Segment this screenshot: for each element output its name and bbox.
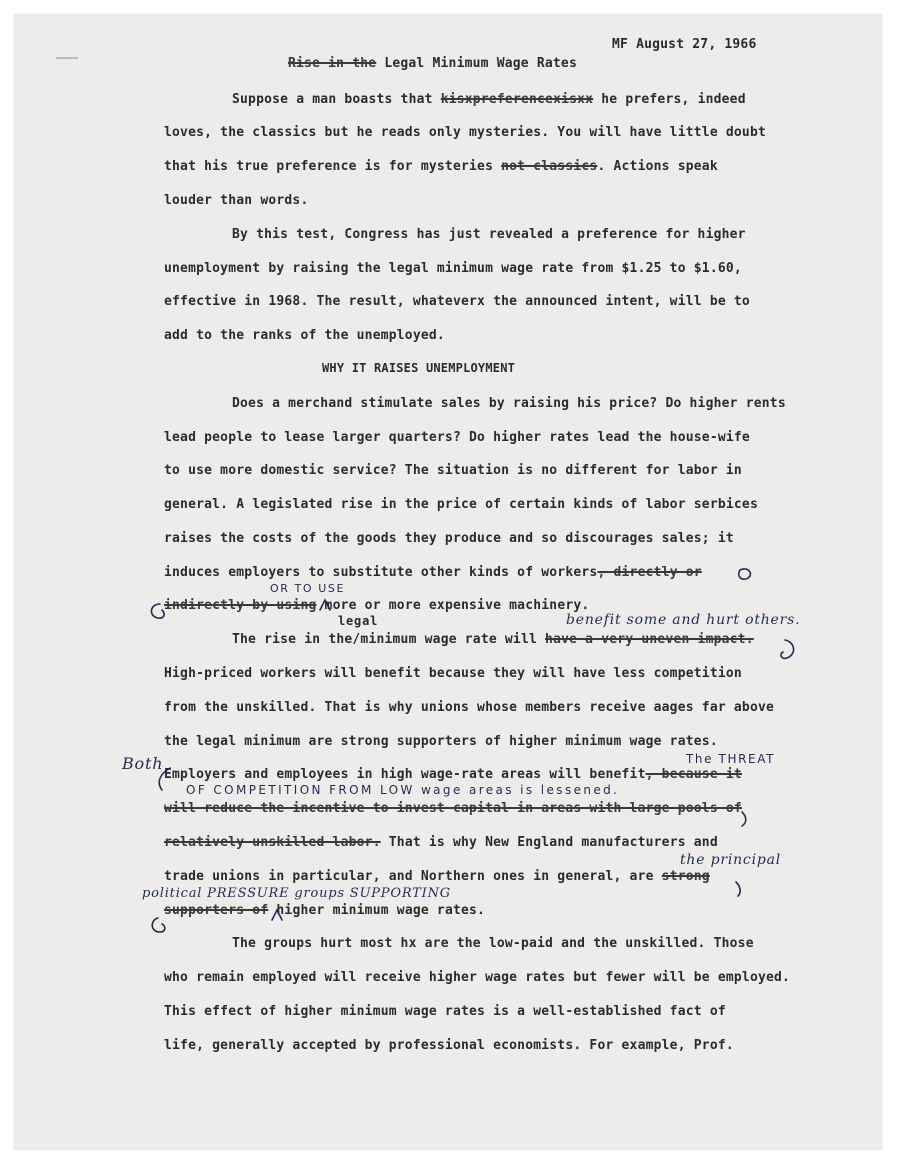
p4-line6-struck: will reduce the incentive to invest capital in areas with large pools of	[164, 801, 742, 816]
p1-line1-struck: kisxpreferencexisxx	[440, 92, 594, 107]
loop-mark	[151, 604, 164, 618]
p4-line5-a: Employers and employees in high wage-rate areas will benefit	[164, 767, 646, 782]
loop-mark	[739, 569, 751, 579]
annotation-or-to-use: OR TO USE	[270, 582, 346, 595]
p4-line1-struck: have a very uneven impact.	[545, 632, 754, 647]
p2-line2: unemployment by raising the legal minimum wage rate from $1.25 to $1.60,	[164, 261, 742, 276]
annotation-competition: OF COMPETITION FROM LOW wage areas is lessened.	[186, 783, 620, 797]
p3-line1: Does a merchand stimulate sales by raising his price? Do higher rents	[232, 396, 786, 411]
p5-line3: This effect of higher minimum wage rates is a well-established fact of	[164, 1004, 726, 1019]
p1-line3-struck: not classics	[501, 159, 598, 174]
date-line: MF August 27, 1966	[612, 37, 757, 52]
p4-line1-a: The rise in the/minimum wage rate will	[232, 632, 538, 647]
p4-line3: from the unskilled. That is why unions whose members receive aages far above	[164, 700, 775, 715]
caret-mark	[320, 600, 330, 610]
title-struck: Rise in the	[288, 56, 377, 71]
p2-line4: add to the ranks of the unemployed.	[164, 328, 445, 343]
p3-line3: to use more domestic service? The situation is no different for labor in	[164, 463, 742, 478]
p4-line7-b: That is why New England manufacturers and	[388, 835, 718, 850]
p5-line2: who remain employed will receive higher wage rates but fewer will be employed.	[164, 970, 791, 985]
p4-line5-struck: , because it	[645, 767, 742, 782]
p1-line1-b: he prefers, indeed	[601, 92, 746, 107]
p1-line3-a: that his true preference is for mysteries	[164, 159, 494, 174]
annotation-benefit: benefit some and hurt others.	[566, 612, 801, 628]
p1-line2: loves, the classics but he reads only mysteries. You will have little doubt	[164, 125, 766, 140]
annotation-the-threat: The THREAT	[686, 752, 776, 766]
annotation-principal: the principal	[680, 852, 782, 868]
p5-line4: life, generally accepted by professional economists. For example, Prof.	[164, 1038, 734, 1053]
annotation-political: political PRESSURE groups SUPPORTING	[142, 886, 451, 901]
p5-line1: The groups hurt most hx are the low-paid and the unskilled. Those	[232, 936, 754, 951]
p4-line7-struck: relatively unskilled labor.	[164, 835, 381, 850]
p1-line3-b: . Actions speak	[597, 159, 718, 174]
p4-line9-b: higher minimum wage rates.	[276, 903, 486, 918]
annotation-legal: legal	[338, 614, 379, 628]
page-title: Legal Minimum Wage Rates	[384, 56, 577, 71]
p4-line4: the legal minimum are strong supporters of higher minimum wage rates.	[164, 734, 718, 749]
p2-line1: By this test, Congress has just revealed a preference for higher	[232, 227, 746, 242]
loop-mark	[781, 640, 794, 658]
section-heading: WHY IT RAISES UNEMPLOYMENT	[322, 361, 516, 375]
loop-mark	[152, 918, 165, 932]
p3-line6-struck: , directly or	[597, 565, 702, 580]
annotation-both: Both	[122, 754, 164, 773]
p1-line4: louder than words.	[164, 193, 309, 208]
p3-line7-b: more or more expensive machinery.	[324, 598, 590, 613]
p1-line1-a: Suppose a man boasts that	[232, 92, 433, 107]
bracket-mark	[159, 768, 170, 790]
p4-line8-struck: strong	[661, 869, 710, 884]
p3-line2: lead people to lease larger quarters? Do higher rates lead the house-wife	[164, 430, 750, 445]
pointer-mark	[736, 882, 740, 896]
p3-line7-struck: indirectly by using	[164, 598, 317, 613]
p4-line8-a: trade unions in particular, and Northern ones in general, are	[164, 869, 654, 884]
pointer-mark	[742, 812, 746, 826]
p3-line6-a: induces employers to substitute other kinds of workers	[164, 565, 598, 580]
p2-line3: effective in 1968. The result, whateverx the announced intent, will be to	[164, 294, 750, 309]
caret-mark	[272, 910, 282, 920]
p4-line9-struck: supporters of	[164, 903, 269, 918]
p3-line5: raises the costs of the goods they produce and so discourages sales; it	[164, 531, 734, 546]
p4-line2: High-priced workers will benefit because they will have less competition	[164, 666, 742, 681]
p3-line4: general. A legislated rise in the price of certain kinds of labor serbices	[164, 497, 758, 512]
